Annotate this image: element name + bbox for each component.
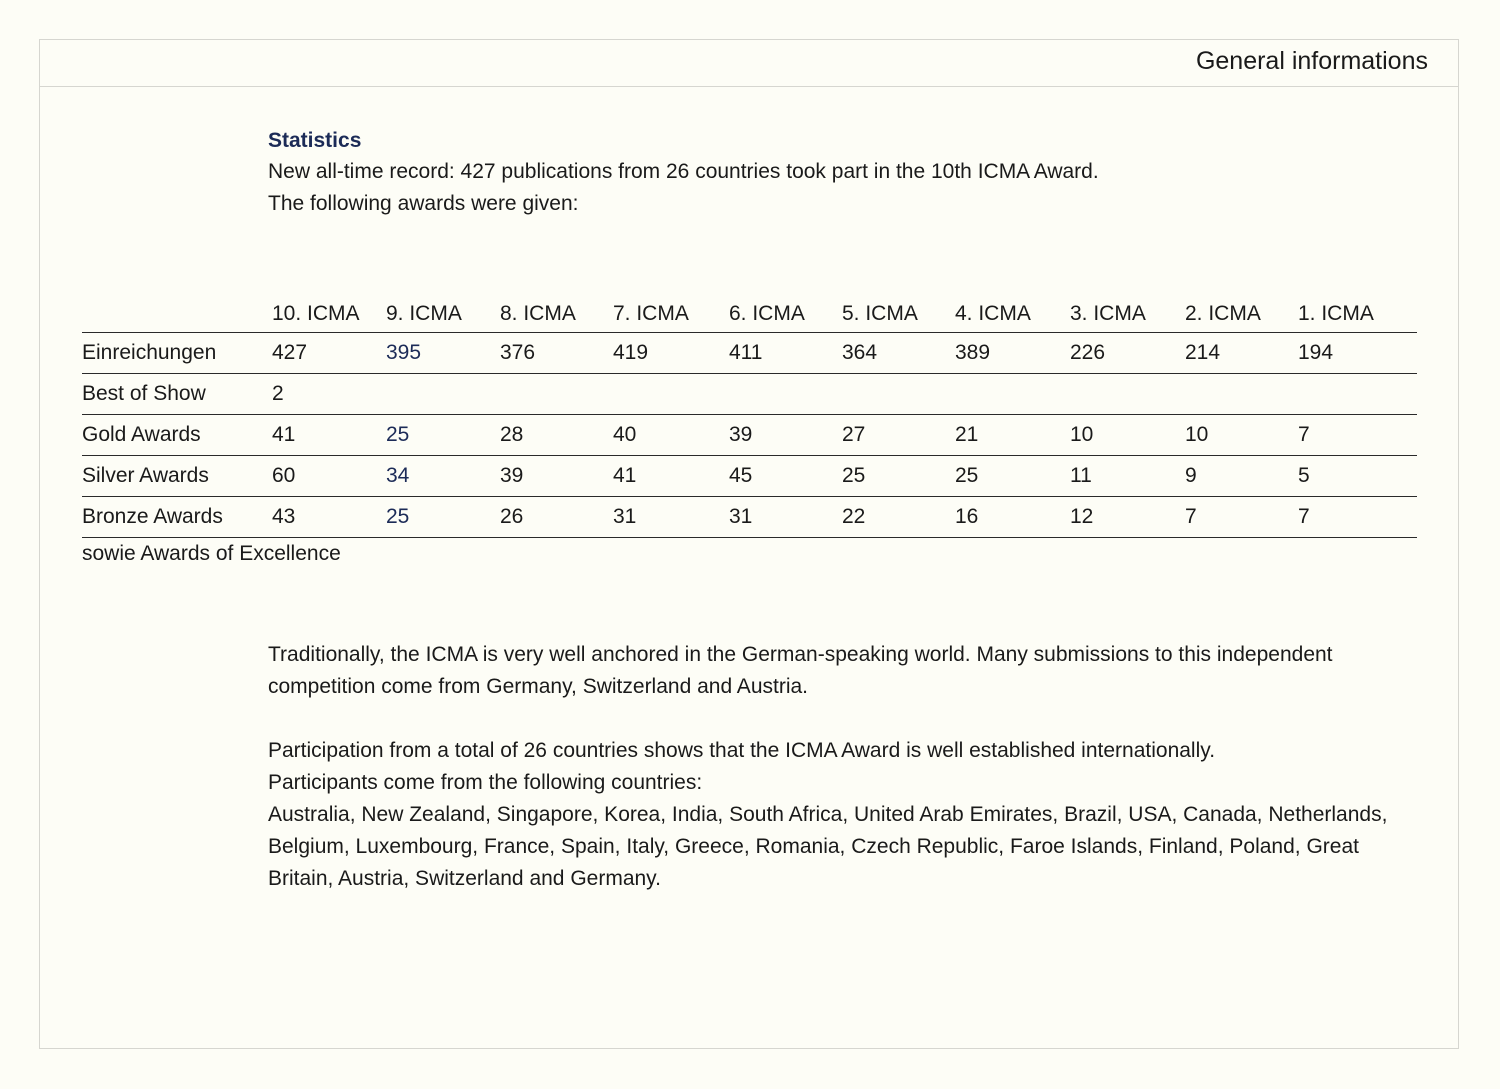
column-header: 6. ICMA — [729, 302, 805, 325]
row-label: Best of Show — [82, 382, 206, 405]
table-row — [82, 374, 1417, 415]
table-cell — [613, 374, 729, 415]
table-cell — [842, 374, 955, 415]
table-cell: 25 — [842, 464, 866, 487]
table-footnote: sowie Awards of Excellence — [82, 542, 341, 565]
table-cell: 10 — [1070, 423, 1094, 446]
table-row — [82, 497, 1417, 538]
row-label: Gold Awards — [82, 423, 201, 446]
table-cell: 34 — [386, 464, 410, 487]
table-cell: 12 — [1070, 505, 1094, 528]
column-header: 1. ICMA — [1298, 302, 1374, 325]
table-cell — [1070, 374, 1185, 415]
statistics-table — [82, 296, 1417, 538]
table-row — [82, 456, 1417, 497]
column-header: 10. ICMA — [272, 302, 360, 325]
table-cell: 9 — [1185, 464, 1197, 487]
paragraph-anchored: Traditionally, the ICMA is very well anchored in the German-speaking world. Many submissions to this independent competition come from Germany, Switzerland and Austria. — [268, 643, 1333, 698]
table-cell: 25 — [955, 464, 979, 487]
table-cell: 214 — [1185, 341, 1221, 364]
table-cell: 376 — [500, 341, 536, 364]
table-cell: 26 — [500, 505, 524, 528]
table-cell: 41 — [613, 464, 637, 487]
table-cell — [729, 374, 842, 415]
intro-line-2: The following awards were given: — [268, 192, 579, 215]
table-cell: 364 — [842, 341, 878, 364]
row-label: Silver Awards — [82, 464, 209, 487]
row-label: Bronze Awards — [82, 505, 223, 528]
countries-list: Australia, New Zealand, Singapore, Korea, India, South Africa, United Arab Emirates, Brazil, USA, Canada, Netherlands, Belgium, Luxembourg, France, Spain, Italy, Greece, Romania, Czech Republic, Faroe Islands, Finland, Poland, Great Britain, Austria, Switzerland and Germany. — [268, 803, 1388, 890]
table-cell: 16 — [955, 505, 979, 528]
table-cell: 5 — [1298, 464, 1310, 487]
table-cell: 41 — [272, 423, 296, 446]
table-row — [82, 333, 1417, 374]
page-header-title: General informations — [1195, 47, 1428, 75]
column-header: 2. ICMA — [1185, 302, 1261, 325]
table-cell — [955, 374, 1070, 415]
table-cell: 40 — [613, 423, 637, 446]
table-cell: 10 — [1185, 423, 1209, 446]
table-row — [82, 415, 1417, 456]
column-header: 3. ICMA — [1070, 302, 1146, 325]
section-title: Statistics — [268, 129, 362, 152]
table-cell: 25 — [386, 423, 410, 446]
table-cell — [386, 374, 500, 415]
column-header: 4. ICMA — [955, 302, 1031, 325]
table-corner-cell — [82, 296, 272, 333]
table-cell: 39 — [729, 423, 753, 446]
table-cell — [1185, 374, 1298, 415]
table-cell: 43 — [272, 505, 296, 528]
table-cell: 7 — [1298, 423, 1310, 446]
table-cell: 45 — [729, 464, 753, 487]
row-label: Einreichungen — [82, 341, 217, 364]
column-header: 9. ICMA — [386, 302, 462, 325]
paragraph-participation-line-1: Participation from a total of 26 countries shows that the ICMA Award is well established internationally. — [268, 739, 1216, 762]
table-cell: 22 — [842, 505, 866, 528]
table-cell: 2 — [272, 382, 284, 405]
table-cell: 7 — [1185, 505, 1197, 528]
table-cell: 11 — [1070, 464, 1092, 487]
table-cell: 194 — [1298, 341, 1334, 364]
table-header-row — [82, 296, 1417, 333]
table-cell: 25 — [386, 505, 410, 528]
table-cell: 39 — [500, 464, 524, 487]
column-header: 8. ICMA — [500, 302, 576, 325]
column-header: 5. ICMA — [842, 302, 918, 325]
statistics-section — [268, 126, 1418, 220]
table-cell: 27 — [842, 423, 866, 446]
column-header: 7. ICMA — [613, 302, 689, 325]
table-cell: 28 — [500, 423, 524, 446]
table-cell: 395 — [386, 341, 422, 364]
paragraph-participation-line-2: Participants come from the following countries: — [268, 771, 703, 794]
table-cell: 31 — [729, 505, 753, 528]
table-cell: 60 — [272, 464, 296, 487]
table-cell: 31 — [613, 505, 637, 528]
table-cell: 226 — [1070, 341, 1106, 364]
intro-line-1: New all-time record: 427 publications from 26 countries took part in the 10th ICMA Award. — [268, 160, 1099, 183]
table-cell: 7 — [1298, 505, 1310, 528]
page-frame — [39, 39, 1459, 1049]
table-cell: 411 — [729, 341, 763, 364]
table-cell: 427 — [272, 341, 308, 364]
table-cell: 419 — [613, 341, 649, 364]
body-text — [268, 639, 1388, 895]
table-cell: 21 — [955, 423, 979, 446]
header-bar — [40, 40, 1458, 87]
table-cell — [500, 374, 613, 415]
table-cell: 389 — [955, 341, 991, 364]
table-cell — [1298, 374, 1417, 415]
